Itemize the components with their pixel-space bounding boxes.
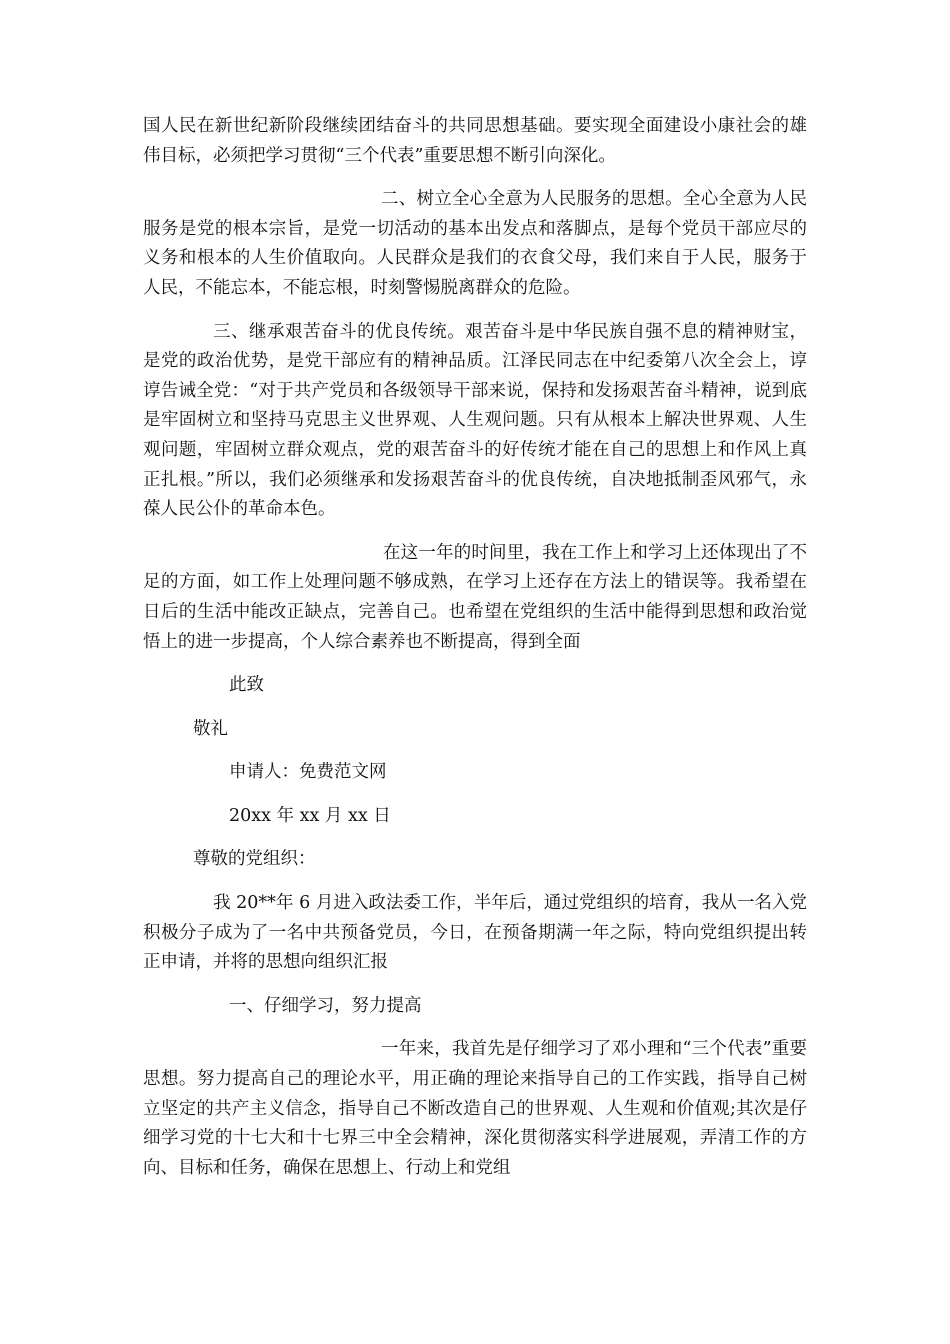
closing-jingli: 敬礼 [193, 718, 228, 739]
letter-salutation: 尊敬的党组织： [193, 849, 316, 870]
paragraph-continuation: 国人民在新世纪新阶段继续团结奋斗的共同思想基础。要实现全面建设小康社会的雄伟目标，必须把学习贯彻“三个代表”重要思想不断引向深化。 [143, 116, 807, 166]
paragraph-introduction: 我 20**年 6 月进入政法委工作，半年后，通过党组织的培育，我从一名入党积极分子成为了一名中共预备党员，今日，在预备期满一年之际，特向党组织提出转正申请，并将的思想向组织汇报 [143, 893, 807, 973]
closing-cizhi: 此致 [229, 675, 264, 696]
section-heading-study: 一、仔细学习，努力提高 [229, 995, 422, 1016]
paragraph-hard-work-tradition: 三、继承艰苦奋斗的优良传统。艰苦奋斗是中华民族自强不息的精神财宝，是党的政治优势，是党干部应有的精神品质。江泽民同志在中纪委第八次全会上，谆谆告诫全党：“对于共产党员和各级领导干部来说，保持和发扬艰苦奋斗精神，说到底是牢固树立和坚持马克思主义世界观、人生观问题。只有从根本上解决世界观、人生观问题，牢固树立群众观点，党的艰苦奋斗的好传统才能在自己的思想上和作风上真正扎根。”所以，我们必须继承和发扬艰苦奋斗的优良传统，自决地抵制歪风邪气，永葆人民公仆的革命本色。 [143, 321, 807, 520]
paragraph-serve-people: 二、树立全心全意为人民服务的思想。全心全意为人民服务是党的根本宗旨，是党一切活动的基本出发点和落脚点，是每个党员干部应尽的义务和根本的人生价值取向。人民群众是我们的衣食父母，我们来自于人民，服务于人民，不能忘本，不能忘根，时刻警惕脱离群众的危险。 [143, 189, 807, 298]
paragraph-shortcomings: 在这一年的时间里，我在工作上和学习上还体现出了不足的方面，如工作上处理问题不够成熟，在学习上还存在方法上的错误等。我希望在日后的生活中能改正缺点，完善自己。也希望在党组织的生活中能得到思想和政治觉悟上的进一步提高，个人综合素养也不断提高，得到全面 [143, 542, 807, 652]
applicant-signature: 申请人：免费范文网 [229, 762, 387, 783]
document-page [143, 112, 807, 1183]
letter-date: 20xx 年 xx 月 xx 日 [229, 805, 391, 826]
paragraph-study-details: 一年来，我首先是仔细学习了邓小理和“三个代表”重要思想。努力提高自己的理论水平，用正确的理论来指导自己的工作实践，指导自己树立坚定的共产主义信念，指导自己不断改造自己的世界观、人生观和价值观;其次是仔细学习党的十七大和十七界三中全会精神，深化贯彻落实科学进展观，弄清工作的方向、目标和任务，确保在思想上、行动上和党组 [143, 1039, 807, 1178]
